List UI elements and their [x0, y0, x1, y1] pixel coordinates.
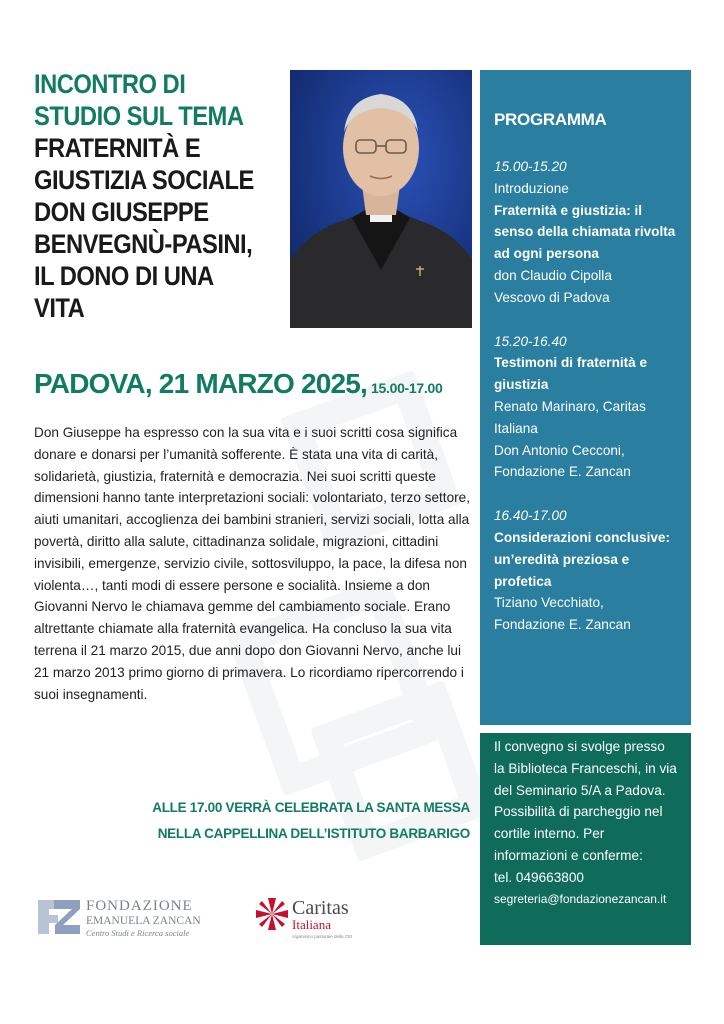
title-line: VITA — [34, 293, 85, 323]
slot-speaker: Vescovo di Padova — [494, 289, 610, 305]
portrait-illustration — [290, 70, 472, 328]
event-time: 15.00-17.00 — [371, 380, 443, 396]
slot-title: Fraternità e giustizia: il senso della chiamata rivolta ad ogni persona — [494, 202, 676, 262]
title-line: BENVEGNÙ-PASINI, — [34, 229, 253, 259]
title-line: DON GIUSEPPE — [34, 197, 209, 227]
program-slot — [494, 505, 677, 636]
fz-line2: EMANUELA ZANCAN — [86, 915, 201, 927]
slot-title: Considerazioni conclusive: un’eredità preziosa e profetica — [494, 529, 671, 589]
slot-title: Testimoni di fraternità e giustizia — [494, 355, 648, 393]
slot-speaker: Don Antonio Cecconi, Fondazione E. Zancan — [494, 442, 631, 480]
program-heading: PROGRAMMA — [494, 110, 607, 129]
caritas-name: Caritas — [292, 897, 349, 919]
event-place-date: PADOVA, 21 MARZO 2025, — [34, 368, 368, 399]
title-line: FRATERNITÀ E — [34, 133, 201, 163]
slot-time: 15.00-15.20 — [494, 159, 567, 174]
fz-line3: Centro Studi e Ricerca sociale — [86, 928, 190, 938]
title-line: GIUSTIZIA SOCIALE — [34, 165, 254, 195]
portrait-photo — [290, 70, 472, 328]
title-line: IL DONO DI UNA — [34, 261, 214, 291]
slot-speaker: don Claudio Cipolla — [494, 267, 612, 283]
slot-intro: Introduzione — [494, 180, 569, 196]
caritas-sub: Italiana — [292, 917, 331, 932]
caritas-tag: organismo pastorale della CEI — [292, 934, 353, 939]
program-panel — [480, 70, 691, 725]
mass-line: NELLA CAPPELLINA DELL’ISTITUTO BARBARIGO — [157, 826, 470, 841]
slot-speaker: Renato Marinaro, Caritas Italiana — [494, 398, 646, 436]
program-slot — [494, 331, 677, 484]
venue-email: segreteria@fondazionezancan.it — [494, 891, 667, 906]
fondazione-zancan-logo — [36, 894, 236, 942]
title-line: INCONTRO DI — [34, 69, 186, 99]
venue-text: Il convegno si svolge presso la Biblioteca Franceschi, in via del Seminario 5/A a Padova. Possibilità di parcheggio nel cortile interno. Per informazioni e conferme: — [494, 739, 677, 863]
slot-speaker: Tiziano Vecchiato, — [494, 595, 604, 611]
title-line: STUDIO SUL TEMA — [34, 101, 244, 131]
fz-line1: FONDAZIONE — [86, 898, 193, 914]
caritas-italiana-logo — [252, 892, 377, 942]
description-paragraph: Don Giuseppe ha espresso con la sua vita e i suoi scritti cosa significa donare e donarsi per l’umanità sofferente. È stata una vita di carità, solidarietà, giustizia, fraternità e democrazia. Nei suoi scritti queste dimensioni hanno tante interpretazioni sociali: volontariato, terzo settore, aiuti umanitari, accoglienza dei bambini stranieri, servizi sociali, lotta alla povertà, diritto alla salute, cittadinanza solidale, migrazioni, cittadini invisibili, emergenze, servizio civile, sottosviluppo, la pace, la difesa non violenta…, tanti modi di essere persone e socialità. Insieme a don Giovanni Nervo le chiamava gemme del cambiamento sociale. Erano altrettante chiamate alla fraternità evangelica. Ha concluso la sua vita terrena il 21 marzo 2015, due anni dopo don Giovanni Nervo, anche lui 21 marzo 2013 primo giorno di primavera. Lo ricordiamo ripercorrendo i suoi insegnamenti. — [34, 425, 471, 702]
caritas-cross-icon — [252, 892, 377, 942]
venue-info — [480, 733, 691, 945]
venue-phone: tel. 049663800 — [494, 869, 584, 885]
event-title — [34, 68, 254, 324]
mass-line: ALLE 17.00 VERRÀ CELEBRATA LA SANTA MESSA — [152, 800, 470, 815]
event-date — [34, 368, 442, 400]
mass-notice — [150, 795, 470, 847]
slot-time: 16.40-17.00 — [494, 508, 567, 524]
fz-mark-icon — [36, 894, 236, 942]
slot-time: 15.20-16.40 — [494, 333, 567, 349]
program-slot — [494, 156, 677, 309]
slot-speaker: Fondazione E. Zancan — [494, 617, 631, 633]
